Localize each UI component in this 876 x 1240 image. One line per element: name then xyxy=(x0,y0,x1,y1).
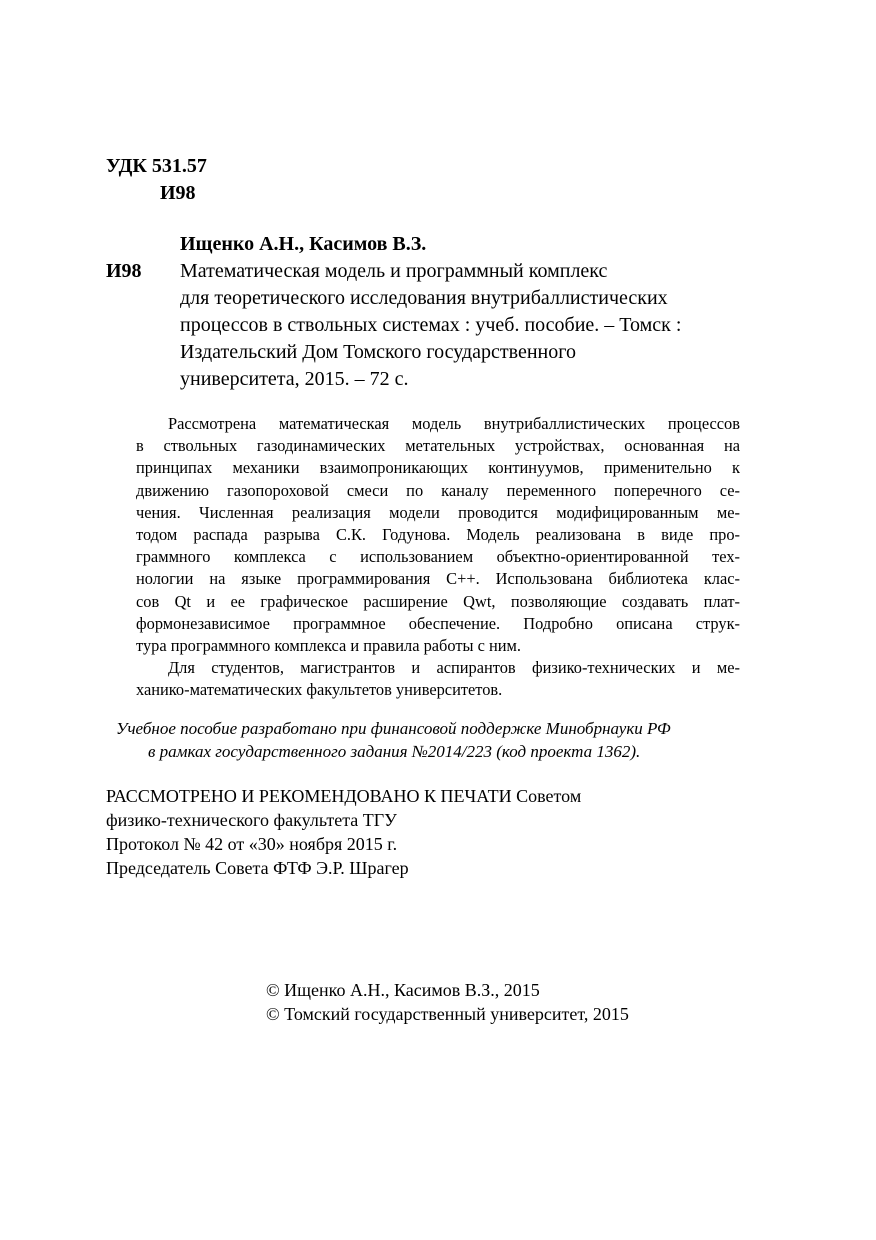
udk-author-mark: И98 xyxy=(160,182,196,204)
approval-line: физико-технического факультета ТГУ xyxy=(106,810,397,830)
abstract-line: сов Qt и ее графическое расширение Qwt, позволяющие создавать плат- xyxy=(136,591,740,611)
abstract-line: в ствольных газодинамических метательных устройствах, основанная на xyxy=(136,436,740,456)
abstract-line: нологии на языке программирования С++. Использована библиотека клас- xyxy=(136,569,740,589)
bib-line: Математическая модель и программный комплекс xyxy=(180,260,608,282)
abstract-line: принципах механики взаимопроникающих континуумов, применительно к xyxy=(136,458,740,478)
abstract-line: ханико-математических факультетов университетов. xyxy=(136,680,503,700)
abstract-line: Для студентов, магистрантов и аспирантов физико-технических и ме- xyxy=(168,658,740,678)
funding-line: Учебное пособие разработано при финансовой поддержке Минобрнауки РФ xyxy=(116,719,671,738)
bib-line: для теоретического исследования внутрибаллистических xyxy=(180,287,668,309)
udk-code: УДК 531.57 xyxy=(106,155,207,177)
approval-line: РАССМОТРЕНО И РЕКОМЕНДОВАНО К ПЕЧАТИ Советом xyxy=(106,786,582,806)
funding-line: в рамках государственного задания №2014/223 (код проекта 1362). xyxy=(148,742,641,761)
bib-line: университета, 2015. – 72 с. xyxy=(180,368,409,390)
abstract-line: тура программного комплекса и правила работы с ним. xyxy=(136,636,522,656)
copyright-line: © Томский государственный университет, 2015 xyxy=(266,1004,629,1024)
abstract-line: тодом распада разрыва С.К. Годунова. Модель реализована в виде про- xyxy=(136,525,740,545)
abstract xyxy=(136,413,740,702)
abstract-line: Рассмотрена математическая модель внутрибаллистических процессов xyxy=(168,414,740,433)
copyright-line: © Ищенко А.Н., Касимов В.З., 2015 xyxy=(266,980,540,1000)
bib-authors: Ищенко А.Н., Касимов В.З. xyxy=(180,233,427,255)
abstract-line: движению газопороховой смеси по каналу переменного поперечного се- xyxy=(136,480,740,500)
bib-line: Издательский Дом Томского государственного xyxy=(180,341,576,363)
approval-line: Протокол № 42 от «30» ноября 2015 г. xyxy=(106,834,398,854)
approval-line: Председатель Совета ФТФ Э.Р. Шрагер xyxy=(106,858,409,878)
abstract-line: граммного комплекса с использованием объектно-ориентированной тех- xyxy=(136,547,740,567)
abstract-line: чения. Численная реализация модели проводится модифицированным ме- xyxy=(136,502,740,522)
bib-line: процессов в ствольных системах : учеб. пособие. – Томск : xyxy=(180,314,682,336)
bib-author-mark: И98 xyxy=(106,260,142,282)
abstract-line: формонезависимое программное обеспечение. Подробно описана струк- xyxy=(136,613,740,633)
